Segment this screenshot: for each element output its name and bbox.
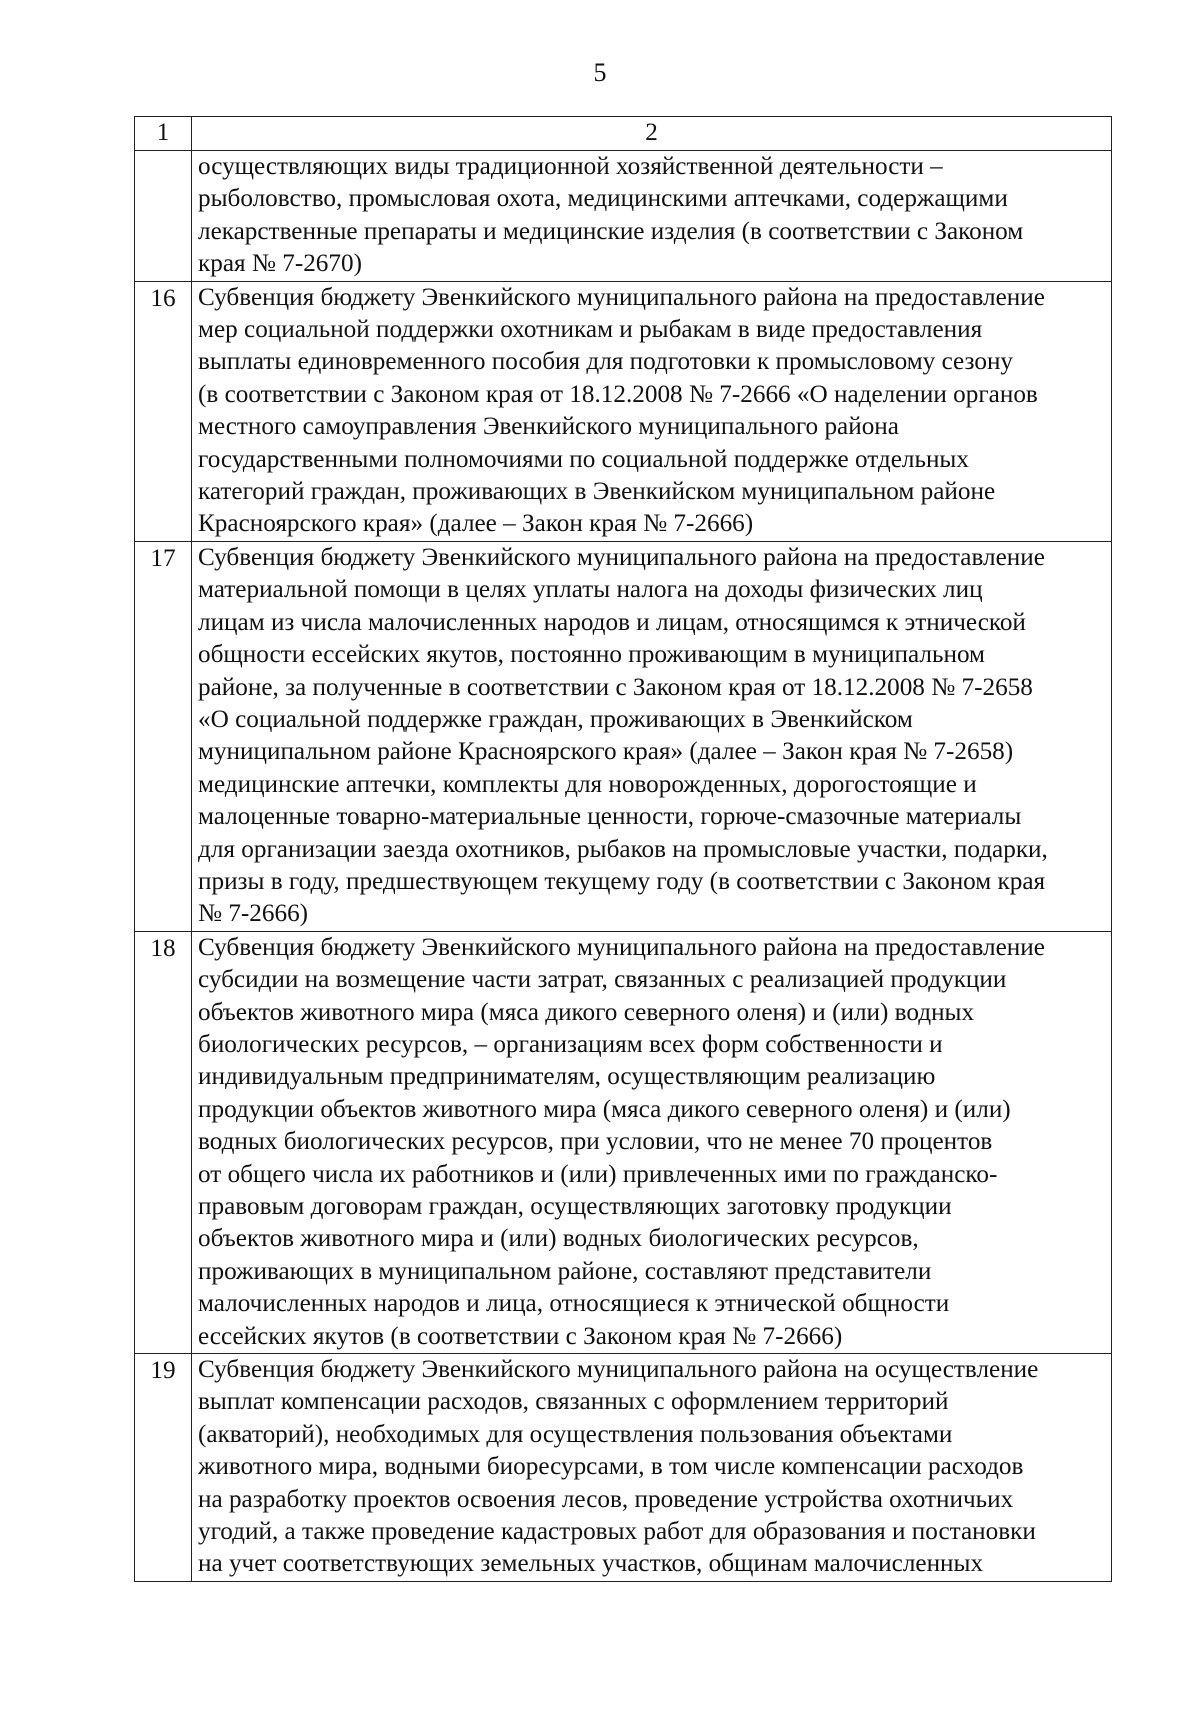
row-description-line: объектов животного мира (мяса дикого северного оленя) и (или) водных [198, 998, 975, 1026]
row-number: 16 [150, 284, 176, 312]
row-description-cell [192, 281, 1112, 541]
row-description-line: продукции объектов животного мира (мяса дикого северного оленя) и (или) [198, 1095, 1011, 1123]
row-description-line: ессейских якутов (в соответствии с Законом края № 7-2666) [198, 1322, 843, 1350]
row-description-line: государственными полномочиями по социальной поддержке отдельных [198, 445, 969, 473]
row-description-line: проживающих в муниципальном районе, составляют представители [198, 1257, 932, 1285]
row-description-cell [192, 541, 1112, 931]
row-description-line: № 7-2666) [198, 900, 309, 928]
table-row [135, 541, 1112, 931]
row-number-cell [135, 541, 192, 931]
row-description-line: рыболовство, промысловая охота, медицинскими аптечками, содержащими [198, 185, 1008, 213]
row-number-cell [135, 931, 192, 1353]
row-description-line: (в соответствии с Законом края от 18.12.2008 № 7-2666 «О наделении органов [198, 380, 1038, 408]
row-description-line: категорий граждан, проживающих в Эвенкийском муниципальном районе [198, 478, 996, 506]
row-description-line: медицинские аптечки, комплекты для новорожденных, дорогостоящие и [198, 770, 977, 798]
row-description-line: муниципальном районе Красноярского края» (далее – Закон края № 7-2658) [198, 738, 1014, 766]
row-description-line: мер социальной поддержки охотникам и рыбакам в виде предоставления [198, 316, 983, 344]
row-description-line: малочисленных народов и лица, относящиеся к этнической общности [198, 1290, 950, 1318]
row-description-line: призы в году, предшествующем текущему году (в соответствии с Законом края [198, 867, 1046, 895]
row-description-line: «О социальной поддержке граждан, проживающих в Эвенкийском [198, 705, 913, 733]
row-description-line: материальной помощи в целях уплаты налога на доходы физических лиц [198, 576, 983, 604]
row-description-line: водных биологических ресурсов, при условии, что не менее 70 процентов [198, 1128, 993, 1156]
row-description-line: субсидии на возмещение части затрат, связанных с реализацией продукции [198, 966, 1007, 994]
row-number: 18 [150, 934, 176, 962]
row-description-line: малоценные товарно-материальные ценности, горюче-смазочные материалы [198, 803, 1022, 831]
row-description-cell [192, 931, 1112, 1353]
row-description-cell [192, 151, 1112, 282]
row-number [135, 151, 191, 152]
header-col-2: 2 [192, 117, 1112, 151]
row-description-line: лекарственные препараты и медицинские изделия (в соответствии с Законом [198, 217, 1024, 245]
row-description-line: на разработку проектов освоения лесов, проведение устройства охотничьих [198, 1485, 1014, 1513]
row-description-line: (акваторий), необходимых для осуществления пользования объектами [198, 1420, 953, 1448]
row-description-cell [192, 1354, 1112, 1582]
row-description-line: Красноярского края» (далее – Закон края № 7-2666) [198, 510, 754, 538]
row-number: 19 [150, 1357, 176, 1385]
row-number-cell [135, 151, 192, 282]
table-row [135, 281, 1112, 541]
row-description-line: Субвенция бюджету Эвенкийского муниципального района на предоставление [198, 283, 1045, 311]
subvention-table [134, 116, 1112, 1582]
row-description-line: правовым договорам граждан, осуществляющих заготовку продукции [198, 1193, 952, 1220]
table-row [135, 931, 1112, 1353]
page-number: 5 [593, 58, 607, 87]
row-description-line: от общего числа их работников и (или) привлеченных ими по гражданско- [198, 1160, 998, 1188]
table-header-row [135, 117, 1112, 151]
header-col-1: 1 [135, 117, 192, 151]
row-description-line: лицам из числа малочисленных народов и лицам, относящимся к этнической [198, 608, 1026, 636]
table-row [135, 1354, 1112, 1582]
row-description-line: биологических ресурсов, – организациям всех форм собственности и [198, 1030, 943, 1058]
row-number-cell [135, 281, 192, 541]
row-description-line: выплат компенсации расходов, связанных с оформлением территорий [198, 1388, 949, 1416]
row-description-line: Субвенция бюджету Эвенкийского муниципального района на осуществление [198, 1356, 1039, 1384]
row-description-line: выплаты единовременного пособия для подготовки к промысловому сезону [198, 348, 1014, 376]
row-description-line: для организации заезда охотников, рыбаков на промысловые участки, подарки, [198, 835, 1048, 863]
row-description-line: края № 7-2670) [198, 250, 362, 278]
row-description-line: животного мира, водными биоресурсами, в том числе компенсации расходов [198, 1453, 1024, 1481]
row-description-line: общности ессейских якутов, постоянно проживающим в муниципальном [198, 641, 985, 669]
row-description-line: индивидуальным предпринимателям, осуществляющим реализацию [198, 1063, 936, 1091]
row-description-line: районе, за полученные в соответствии с Законом края от 18.12.2008 № 7-2658 [198, 673, 1033, 701]
row-description-line: местного самоуправления Эвенкийского муниципального района [198, 413, 899, 441]
row-description-line: на учет соответствующих земельных участков, общинам малочисленных [198, 1550, 984, 1578]
row-description-line: осуществляющих виды традиционной хозяйственной деятельности – [198, 153, 943, 180]
table-row [135, 151, 1112, 282]
row-number-cell [135, 1354, 192, 1582]
row-description-line: угодий, а также проведение кадастровых работ для образования и постановки [198, 1518, 1036, 1546]
row-description-line: объектов животного мира и (или) водных биологических ресурсов, [198, 1225, 919, 1253]
row-number: 17 [150, 544, 176, 572]
row-description-line: Субвенция бюджету Эвенкийского муниципального района на предоставление [198, 933, 1045, 961]
row-description-line: Субвенция бюджету Эвенкийского муниципального района на предоставление [198, 543, 1045, 571]
